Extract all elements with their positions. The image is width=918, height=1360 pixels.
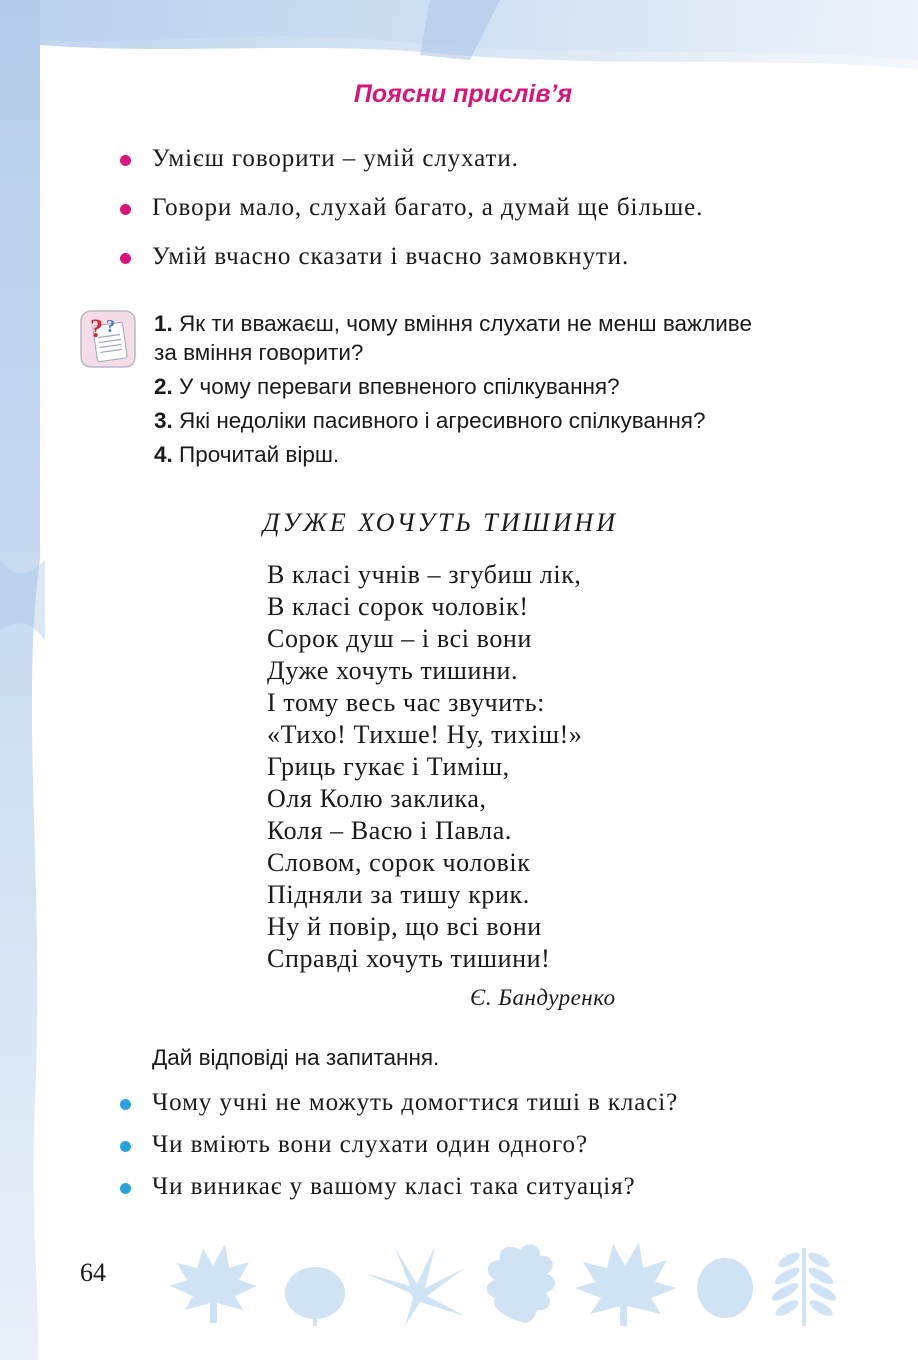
question-number: 4. (154, 442, 173, 467)
bullet-icon (120, 1099, 131, 1110)
question-text: Які недоліки пасивного і агресивного спілкування? (172, 408, 706, 433)
round-leaf-icon (697, 1258, 753, 1318)
question-item (154, 309, 874, 367)
list-item (120, 243, 703, 292)
bullet-icon (120, 204, 131, 215)
discussion-question-list (120, 1089, 678, 1215)
list-item (120, 1089, 678, 1131)
poem-line: Дуже хочуть тишини. (267, 656, 519, 685)
poem-line: Коля – Васю і Павла. (267, 816, 512, 845)
question-list (154, 309, 874, 469)
maple-leaf-icon (170, 1244, 257, 1323)
poem-line: Словом, сорок чоловік (267, 848, 531, 877)
question-text: Як ти вважаєш, чому вміння слухати не менш важливе (172, 311, 753, 336)
discussion-question: Чи вміють вони слухати один одного? (152, 1131, 588, 1158)
chestnut-leaf-icon (365, 1246, 465, 1326)
poem-line: І тому весь час звучить: (267, 688, 545, 717)
list-item (120, 145, 703, 194)
maple-leaf-icon (575, 1242, 677, 1326)
question-text-continued: за вміння говорити? (154, 340, 364, 365)
oak-leaf-icon (487, 1244, 555, 1323)
question-sheet-icon (80, 310, 136, 368)
proverb-list (120, 145, 703, 292)
discussion-question: Чому учні не можуть домогтися тиші в класі? (152, 1089, 679, 1116)
question-item (154, 372, 874, 401)
poem-line: Справді хочуть тишини! (267, 944, 551, 973)
list-item (120, 1173, 678, 1215)
poem-line: Сорок душ – і всі вони (267, 624, 532, 653)
poem-line: В класі сорок чоловік! (267, 592, 529, 621)
discussion-question: Чи виникає у вашому класі така ситуація? (152, 1173, 636, 1200)
poem-line: Гриць гукає і Тиміш, (267, 752, 510, 781)
bullet-icon (120, 155, 131, 166)
poem-body (267, 559, 583, 975)
question-number: 2. (154, 374, 173, 399)
poem-line: «Тихо! Тихше! Ну, тихіш!» (267, 720, 583, 749)
proverb-text: Говори мало, слухай багато, а думай ще більше. (152, 194, 704, 221)
question-item (154, 406, 874, 435)
proverb-text: Умій вчасно сказати і вчасно замовкнути. (152, 243, 630, 270)
list-item (120, 1131, 678, 1173)
poem-line: Підняли за тишу крик. (267, 880, 530, 909)
question-number: 3. (154, 408, 173, 433)
proverb-text: Умієш говорити – умій слухати. (152, 145, 519, 172)
poem-title: ДУЖЕ ХОЧУТЬ ТИШИНИ (263, 508, 618, 537)
list-item (120, 194, 703, 243)
poem-line: В класі учнів – згубиш лік, (267, 560, 582, 589)
poem-line: Оля Колю заклика, (267, 784, 487, 813)
question-number: 1. (154, 311, 173, 336)
fern-leaf-icon (770, 1248, 839, 1326)
svg-text:?: ? (106, 316, 115, 336)
instruction-text: Дай відповіді на запитання. (152, 1045, 440, 1070)
bullet-icon (120, 1183, 131, 1194)
poem-author: Є. Бандуренко (470, 985, 616, 1010)
bullet-icon (120, 1141, 131, 1152)
page-number: 64 (80, 1258, 106, 1287)
bullet-icon (120, 253, 131, 264)
poem-line: Ну й повір, що всі вони (267, 912, 542, 941)
question-text: Прочитай вірш. (172, 442, 340, 467)
section-heading: Поясни прислів’я (353, 80, 573, 108)
autumn-leaves-decoration (165, 1238, 855, 1328)
question-text: У чому переваги впевненого спілкування? (172, 374, 620, 399)
svg-text:?: ? (90, 314, 103, 343)
question-item (154, 440, 874, 469)
